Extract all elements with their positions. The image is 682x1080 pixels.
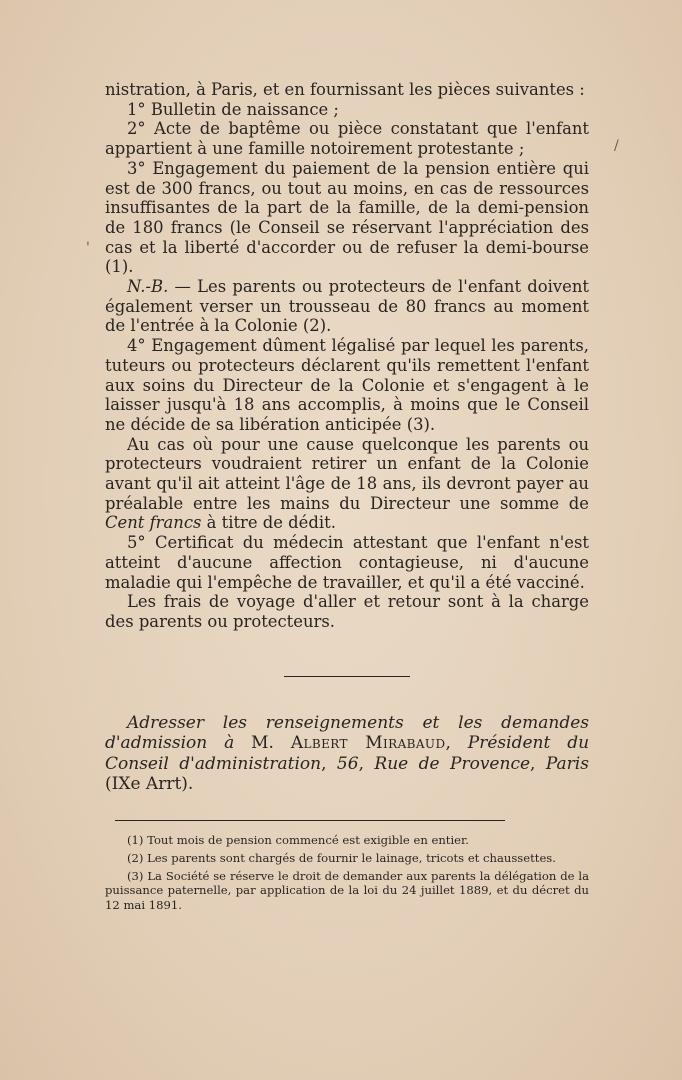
president-name: Albert Mirabaud (290, 733, 446, 754)
margin-mark-top: / (614, 138, 619, 154)
street-name: Rue de Provence (374, 753, 531, 774)
item-3-pension-payment: 3° Engagement du paiement de la pension entière qui est de 300 francs, ou tout au moins, en cas de ressources insuffisantes de la part de la famille, de la demi-pension de 180 francs (le Conseil se réservant l'appréciation des cas et la liberté d'accorder ou de refuser la demi-bourse (1). (105, 158, 589, 277)
nb-label: N.-B. (127, 277, 169, 297)
address-prefix: M. (251, 733, 274, 754)
nb-text: — Les parents ou protecteurs de l'enfant doivent également verser un trousseau de 80 francs au moment de l'entrée à la Colonie (2). (105, 277, 589, 336)
forfeit-amount: Cent francs (105, 513, 202, 533)
page-content (105, 80, 589, 916)
footnote-1: (1) Tout mois de pension commencé est exigible en entier. (127, 832, 469, 847)
arrondissement: (IXe Arrt). (105, 774, 194, 795)
address-lead: Adresser les renseignements et les demandes d'admission à (105, 712, 589, 754)
nota-bene (105, 277, 589, 336)
item-5-medical-certificate: 5° Certificat du médecin attestant que l'enfant n'est atteint d'aucune affection contagieuse, ni d'aucune maladie qui l'empêche de travailler, et qu'il a été vacciné. (105, 533, 589, 592)
main-text (105, 80, 589, 632)
footnote-3: (3) La Société se réserve le droit de demander aux parents la délégation de la puissance paternelle, par application de la loi du 24 juillet 1889, et du décret du 12 mai 1891. (105, 869, 589, 912)
item-1-birth-certificate: 1° Bulletin de naissance ; (127, 99, 339, 119)
paragraph-continuation: nistration, à Paris, et en fournissant les pièces suivantes : (105, 80, 585, 99)
president-title: Président du Conseil d'administration (105, 733, 590, 774)
footnote-2: (2) Les parents sont chargés de fournir le lainage, tricots et chaussettes. (127, 850, 556, 865)
city: Paris (545, 753, 589, 774)
travel-costs: Les frais de voyage d'aller et retour sont à la charge des parents ou protecteurs. (105, 592, 589, 631)
margin-mark-left: ' (86, 240, 90, 256)
section-divider (284, 676, 410, 677)
withdrawal-clause: Au cas où pour une cause quelconque les parents ou protecteurs voudraient retirer un enfant de la Colonie avant qu'il ait atteint l'âge de 18 ans, ils devront payer au préalable entre les mains du Directeur une somme de Cent francs à titre de dédit. (105, 434, 589, 533)
footnotes (105, 833, 589, 912)
item-4-legal-engagement: 4° Engagement dûment légalisé par lequel les parents, tuteurs ou protecteurs déclarent qu'ils remettent l'enfant aux soins du Directeur de la Colonie et s'engagent à le laisser jusqu'à 18 ans accomplis, à moins que le Conseil ne décide de sa libération anticipée (3). (105, 336, 589, 434)
street-number: 56 (336, 753, 359, 774)
address-block: Adresser les renseignements et les demandes d'admission à M. Albert Mirabaud, Président du Conseil d'administration, 56, Rue de Provence, Paris (IXe Arrt). (105, 712, 590, 795)
item-2-baptism-certificate: 2° Acte de baptême ou pièce constatant que l'enfant appartient à une famille notoirement protestante ; (105, 119, 589, 159)
footnote-rule (115, 820, 505, 821)
